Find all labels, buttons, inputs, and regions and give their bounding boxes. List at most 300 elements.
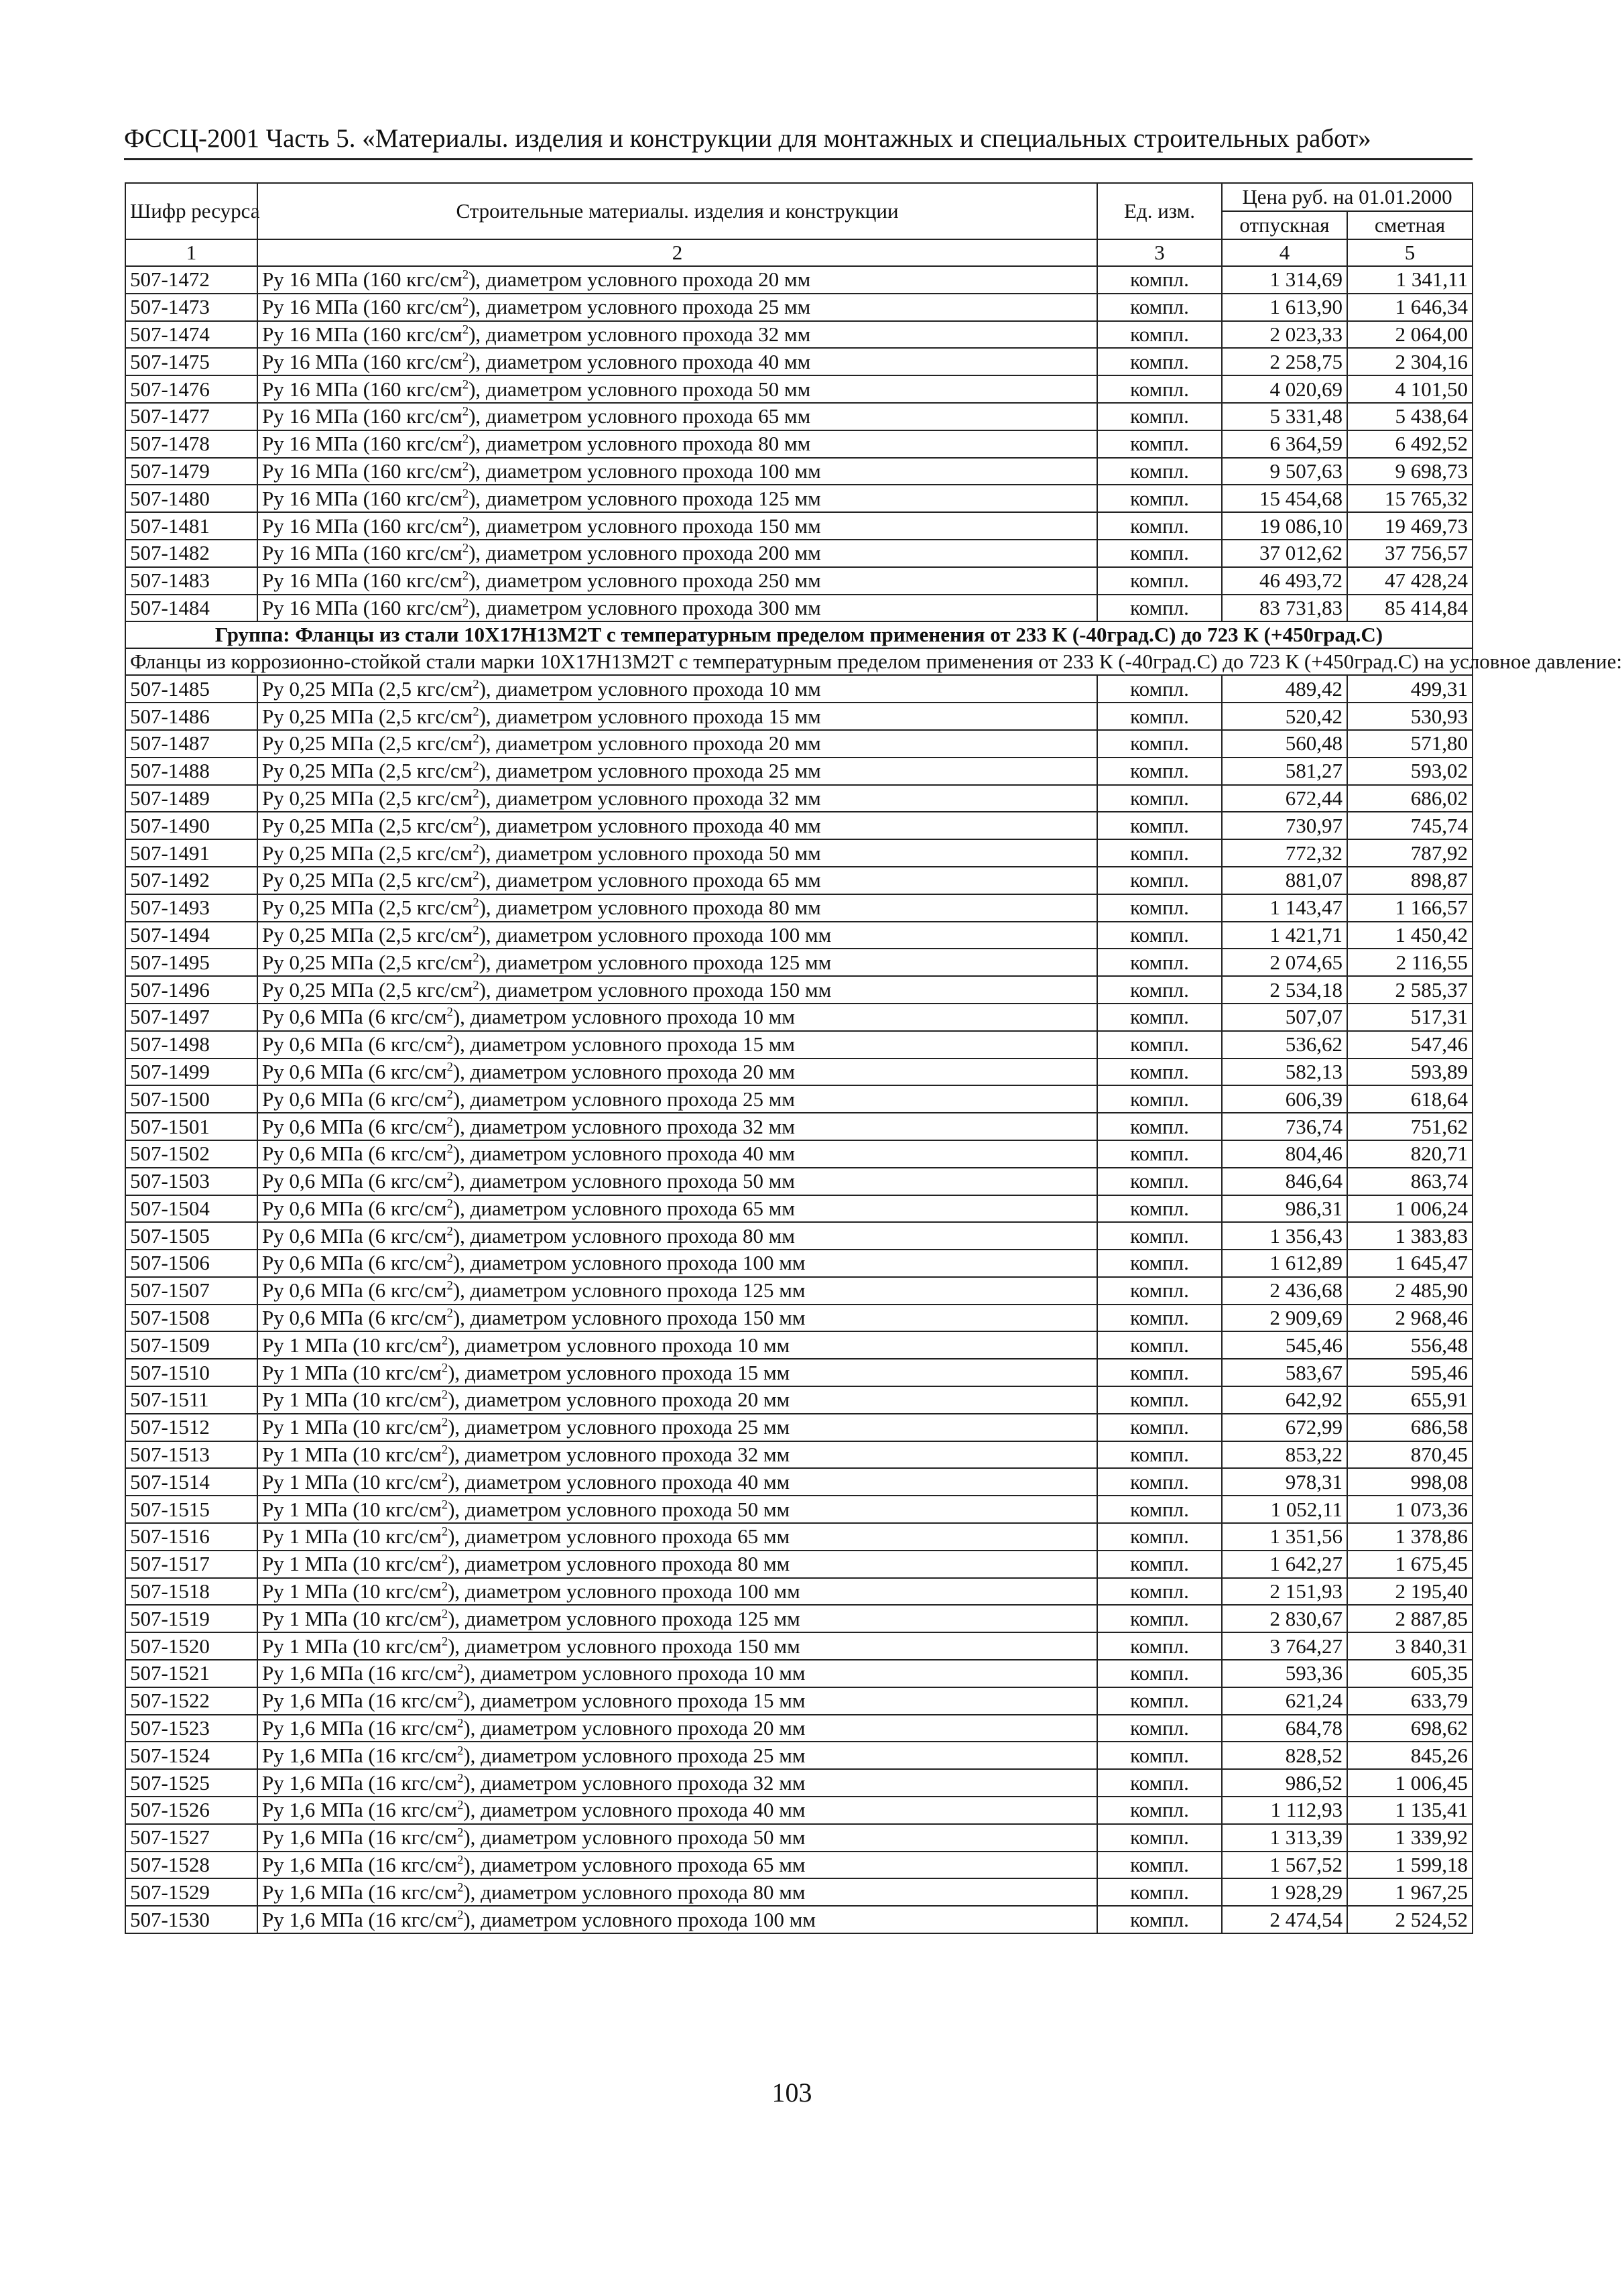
description-suffix: ), диаметром условного прохода 80 мм [452, 1223, 796, 1248]
description-prefix: Ру 1 МПа (10 кгс/см [262, 1552, 442, 1576]
estimate-price: 1 646,34 [1347, 294, 1473, 321]
description-prefix: Ру 1 МПа (10 кгс/см [262, 1388, 442, 1412]
description-prefix: Ру 16 МПа (160 кгс/см [262, 541, 462, 565]
estimate-price: 1 339,92 [1347, 1824, 1473, 1852]
release-price: 536,62 [1222, 1031, 1347, 1059]
superscript-2: 2 [473, 786, 479, 801]
resource-code: 507-1520 [125, 1632, 257, 1660]
description-suffix: ), диаметром условного прохода 50 мм [469, 377, 811, 401]
description-suffix: ), диаметром условного прохода 200 мм [469, 541, 821, 565]
release-price: 736,74 [1222, 1113, 1347, 1140]
release-price: 1 313,39 [1222, 1824, 1347, 1852]
material-description [257, 1414, 1097, 1441]
superscript-2: 2 [462, 405, 469, 420]
description-prefix: Ру 0,6 МПа (6 кгс/см [262, 1251, 447, 1275]
description-suffix: ), диаметром условного прохода 50 мм [448, 1497, 790, 1521]
unit: компл. [1097, 675, 1222, 703]
description-suffix: ), диаметром условного прохода 65 мм [469, 404, 811, 428]
table-row [125, 1605, 1473, 1632]
material-description [257, 1468, 1097, 1496]
description-prefix: Ру 0,25 МПа (2,5 кгс/см [262, 676, 473, 701]
unit: компл. [1097, 1277, 1222, 1305]
estimate-price: 845,26 [1347, 1742, 1473, 1769]
material-description [257, 1906, 1097, 1933]
unit: компл. [1097, 430, 1222, 458]
unit: компл. [1097, 1140, 1222, 1168]
table-row [125, 1906, 1473, 1933]
page-number: 103 [771, 2077, 812, 2108]
unit: компл. [1097, 1004, 1222, 1031]
resource-code: 507-1513 [125, 1441, 257, 1469]
estimate-price: 2 485,90 [1347, 1277, 1473, 1305]
release-price: 672,99 [1222, 1414, 1347, 1441]
table-header-row [125, 183, 1473, 211]
description-prefix: Ру 0,6 МПа (6 кгс/см [262, 1169, 447, 1193]
resource-code: 507-1490 [125, 812, 257, 839]
table-row [125, 1824, 1473, 1852]
table-row [125, 703, 1473, 730]
description-suffix: ), диаметром условного прохода 100 мм [452, 1251, 806, 1275]
description-suffix: ), диаметром условного прохода 150 мм [452, 1306, 806, 1330]
description-suffix: ), диаметром условного прохода 80 мм [463, 1880, 806, 1904]
material-description [257, 430, 1097, 458]
description-prefix: Ру 1,6 МПа (16 кгс/см [262, 1853, 458, 1877]
estimate-price: 655,91 [1347, 1386, 1473, 1414]
description-suffix: ), диаметром условного прохода 80 мм [469, 432, 811, 456]
unit: компл. [1097, 1742, 1222, 1769]
group-title: Группа: Фланцы из стали 10Х17Н13М2Т с температурным пределом применения от 233 К (-40град.С) до 723 К (+450град.С) [125, 621, 1473, 648]
table-row [125, 1250, 1473, 1277]
estimate-price: 1 166,57 [1347, 894, 1473, 922]
superscript-2: 2 [446, 1197, 453, 1211]
estimate-price: 686,02 [1347, 785, 1473, 812]
material-description [257, 1578, 1097, 1606]
estimate-price: 2 968,46 [1347, 1305, 1473, 1332]
description-suffix: ), диаметром условного прохода 32 мм [469, 322, 811, 346]
superscript-2: 2 [457, 1853, 464, 1868]
release-price: 1 351,56 [1222, 1523, 1347, 1551]
superscript-2: 2 [462, 377, 469, 392]
description-suffix: ), диаметром условного прохода 20 мм [452, 1059, 796, 1083]
description-prefix: Ру 16 МПа (160 кгс/см [262, 377, 462, 401]
price-table [125, 182, 1622, 1934]
unit: компл. [1097, 348, 1222, 375]
estimate-price: 998,08 [1347, 1468, 1473, 1496]
material-description [257, 1250, 1097, 1277]
superscript-2: 2 [441, 1498, 448, 1512]
estimate-price: 4 101,50 [1347, 375, 1473, 403]
superscript-2: 2 [441, 1333, 448, 1348]
material-description [257, 839, 1097, 867]
description-suffix: ), диаметром условного прохода 40 мм [463, 1798, 806, 1822]
material-description [257, 1140, 1097, 1168]
superscript-2: 2 [441, 1552, 448, 1567]
superscript-2: 2 [446, 1032, 453, 1047]
superscript-2: 2 [473, 869, 479, 883]
unit: компл. [1097, 1359, 1222, 1386]
superscript-2: 2 [446, 1224, 453, 1239]
release-price: 1 642,27 [1222, 1551, 1347, 1578]
release-price: 489,42 [1222, 675, 1347, 703]
release-price: 1 613,90 [1222, 294, 1347, 321]
estimate-price: 1 450,42 [1347, 922, 1473, 949]
material-description [257, 540, 1097, 567]
description-suffix: ), диаметром условного прохода 150 мм [448, 1634, 800, 1658]
column-index: 3 [1097, 239, 1222, 266]
release-price: 684,78 [1222, 1715, 1347, 1742]
resource-code: 507-1472 [125, 266, 257, 294]
superscript-2: 2 [446, 1087, 453, 1102]
description-prefix: Ру 16 МПа (160 кгс/см [262, 322, 462, 346]
estimate-price: 863,74 [1347, 1168, 1473, 1195]
resource-code: 507-1481 [125, 512, 257, 540]
description-prefix: Ру 1 МПа (10 кгс/см [262, 1497, 442, 1521]
resource-code: 507-1494 [125, 922, 257, 949]
release-price: 846,64 [1222, 1168, 1347, 1195]
resource-code: 507-1503 [125, 1168, 257, 1195]
superscript-2: 2 [446, 1005, 453, 1020]
superscript-2: 2 [441, 1415, 448, 1430]
material-description [257, 1386, 1097, 1414]
superscript-2: 2 [446, 1060, 453, 1075]
estimate-price: 870,45 [1347, 1441, 1473, 1469]
unit: компл. [1097, 949, 1222, 976]
unit: компл. [1097, 703, 1222, 730]
description-prefix: Ру 1,6 МПа (16 кгс/см [262, 1661, 458, 1685]
resource-code: 507-1527 [125, 1824, 257, 1852]
col-header-price: Цена руб. на 01.01.2000 [1222, 183, 1473, 211]
description-suffix: ), диаметром условного прохода 65 мм [463, 1853, 806, 1877]
release-price: 15 454,68 [1222, 485, 1347, 512]
description-prefix: Ру 16 МПа (160 кгс/см [262, 513, 462, 538]
resource-code: 507-1524 [125, 1742, 257, 1769]
estimate-price: 15 765,32 [1347, 485, 1473, 512]
description-suffix: ), диаметром условного прохода 10 мм [452, 1005, 796, 1029]
unit: компл. [1097, 1578, 1222, 1606]
release-price: 804,46 [1222, 1140, 1347, 1168]
superscript-2: 2 [457, 1689, 464, 1703]
resource-code: 507-1493 [125, 894, 257, 922]
description-prefix: Ру 16 МПа (160 кгс/см [262, 404, 462, 428]
table-row [125, 867, 1473, 894]
group-title-row [125, 621, 1473, 648]
superscript-2: 2 [473, 759, 479, 774]
superscript-2: 2 [462, 542, 469, 556]
estimate-price: 1 383,83 [1347, 1222, 1473, 1250]
unit: компл. [1097, 1305, 1222, 1332]
estimate-price: 1 599,18 [1347, 1852, 1473, 1879]
resource-code: 507-1485 [125, 675, 257, 703]
superscript-2: 2 [457, 1908, 464, 1923]
table-row [125, 675, 1473, 703]
table-row [125, 1222, 1473, 1250]
material-description [257, 1852, 1097, 1879]
superscript-2: 2 [462, 487, 469, 501]
description-prefix: Ру 1,6 МПа (16 кгс/см [262, 1770, 458, 1795]
unit: компл. [1097, 1441, 1222, 1469]
release-price: 4 020,69 [1222, 375, 1347, 403]
release-price: 583,67 [1222, 1359, 1347, 1386]
material-description [257, 1824, 1097, 1852]
resource-code: 507-1487 [125, 730, 257, 758]
table-row [125, 812, 1473, 839]
resource-code: 507-1519 [125, 1605, 257, 1632]
description-suffix: ), диаметром условного прохода 40 мм [452, 1142, 796, 1166]
material-description [257, 758, 1097, 785]
resource-code: 507-1509 [125, 1331, 257, 1359]
col-header-code: Шифр ресурса [125, 183, 257, 239]
release-price: 986,52 [1222, 1769, 1347, 1797]
release-price: 1 112,93 [1222, 1797, 1347, 1824]
superscript-2: 2 [441, 1443, 448, 1457]
description-suffix: ), диаметром условного прохода 100 мм [469, 459, 821, 483]
table-row [125, 403, 1473, 430]
release-price: 828,52 [1222, 1742, 1347, 1769]
unit: компл. [1097, 567, 1222, 595]
material-description [257, 1004, 1097, 1031]
material-description [257, 1195, 1097, 1223]
description-prefix: Ру 1,6 МПа (16 кгс/см [262, 1743, 458, 1767]
description-suffix: ), диаметром условного прохода 20 мм [448, 1388, 790, 1412]
description-suffix: ), диаметром условного прохода 20 мм [469, 267, 811, 292]
material-description [257, 1031, 1097, 1059]
resource-code: 507-1514 [125, 1468, 257, 1496]
description-suffix: ), диаметром условного прохода 125 мм [448, 1606, 800, 1630]
material-description [257, 1715, 1097, 1742]
table-row [125, 348, 1473, 375]
material-description [257, 785, 1097, 812]
estimate-price: 1 378,86 [1347, 1523, 1473, 1551]
description-prefix: Ру 1 МПа (10 кгс/см [262, 1606, 442, 1630]
release-price: 730,97 [1222, 812, 1347, 839]
resource-code: 507-1529 [125, 1878, 257, 1906]
estimate-price: 19 469,73 [1347, 512, 1473, 540]
description-suffix: ), диаметром условного прохода 65 мм [479, 868, 821, 892]
superscript-2: 2 [462, 350, 469, 365]
table-row [125, 785, 1473, 812]
material-description [257, 294, 1097, 321]
superscript-2: 2 [457, 1799, 464, 1813]
superscript-2: 2 [462, 568, 469, 583]
release-price: 881,07 [1222, 867, 1347, 894]
estimate-price: 1 967,25 [1347, 1878, 1473, 1906]
estimate-price: 1 006,45 [1347, 1769, 1473, 1797]
resource-code: 507-1483 [125, 567, 257, 595]
superscript-2: 2 [473, 978, 479, 993]
release-price: 6 364,59 [1222, 430, 1347, 458]
description-prefix: Ру 1 МПа (10 кгс/см [262, 1524, 442, 1549]
description-suffix: ), диаметром условного прохода 100 мм [463, 1907, 816, 1931]
resource-code: 507-1477 [125, 403, 257, 430]
description-suffix: ), диаметром условного прохода 65 мм [448, 1524, 790, 1549]
material-description [257, 1742, 1097, 1769]
description-prefix: Ру 1 МПа (10 кгс/см [262, 1634, 442, 1658]
table-row [125, 758, 1473, 785]
superscript-2: 2 [473, 705, 479, 719]
estimate-price: 1 073,36 [1347, 1496, 1473, 1523]
release-price: 3 764,27 [1222, 1632, 1347, 1660]
release-price: 19 086,10 [1222, 512, 1347, 540]
description-prefix: Ру 1 МПа (10 кгс/см [262, 1469, 442, 1494]
material-description [257, 949, 1097, 976]
table-row [125, 1878, 1473, 1906]
table-row [125, 1359, 1473, 1386]
group-description: Фланцы из коррозионно-стойкой стали марки 10Х17Н13М2Т с температурным пределом применения от 233 К (-40град.С) до 723 К (+450град.С) на условное давление: [125, 648, 1473, 675]
material-description [257, 595, 1097, 622]
description-suffix: ), диаметром условного прохода 150 мм [479, 977, 832, 1002]
unit: компл. [1097, 922, 1222, 949]
table-row [125, 976, 1473, 1004]
table-row [125, 1660, 1473, 1687]
estimate-price: 1 135,41 [1347, 1797, 1473, 1824]
description-suffix: ), диаметром условного прохода 15 мм [463, 1689, 806, 1713]
unit: компл. [1097, 812, 1222, 839]
unit: компл. [1097, 1551, 1222, 1578]
unit: компл. [1097, 375, 1222, 403]
description-prefix: Ру 1,6 МПа (16 кгс/см [262, 1689, 458, 1713]
superscript-2: 2 [446, 1169, 453, 1184]
material-description [257, 567, 1097, 595]
estimate-price: 530,93 [1347, 703, 1473, 730]
superscript-2: 2 [446, 1278, 453, 1293]
estimate-price: 37 756,57 [1347, 540, 1473, 567]
superscript-2: 2 [462, 459, 469, 474]
description-suffix: ), диаметром условного прохода 32 мм [463, 1770, 806, 1795]
material-description [257, 1523, 1097, 1551]
estimate-price: 3 840,31 [1347, 1632, 1473, 1660]
material-description [257, 321, 1097, 349]
table-row [125, 321, 1473, 349]
unit: компл. [1097, 1906, 1222, 1933]
estimate-price: 547,46 [1347, 1031, 1473, 1059]
description-suffix: ), диаметром условного прохода 150 мм [469, 513, 821, 538]
release-price: 1 314,69 [1222, 266, 1347, 294]
description-prefix: Ру 1,6 МПа (16 кгс/см [262, 1716, 458, 1740]
material-description [257, 1797, 1097, 1824]
unit: компл. [1097, 1769, 1222, 1797]
release-price: 581,27 [1222, 758, 1347, 785]
release-price: 582,13 [1222, 1059, 1347, 1086]
resource-code: 507-1505 [125, 1222, 257, 1250]
estimate-price: 745,74 [1347, 812, 1473, 839]
superscript-2: 2 [457, 1771, 464, 1786]
release-price: 772,32 [1222, 839, 1347, 867]
table-row [125, 1305, 1473, 1332]
release-price: 2 074,65 [1222, 949, 1347, 976]
table-row [125, 458, 1473, 485]
material-description [257, 1359, 1097, 1386]
unit: компл. [1097, 512, 1222, 540]
unit: компл. [1097, 1660, 1222, 1687]
superscript-2: 2 [473, 841, 479, 856]
material-description [257, 1059, 1097, 1086]
unit: компл. [1097, 321, 1222, 349]
release-price: 545,46 [1222, 1331, 1347, 1359]
description-suffix: ), диаметром условного прохода 50 мм [479, 841, 821, 865]
superscript-2: 2 [473, 923, 479, 938]
unit: компл. [1097, 1605, 1222, 1632]
description-prefix: Ру 0,6 МПа (6 кгс/см [262, 1196, 447, 1220]
release-price: 2 258,75 [1222, 348, 1347, 375]
table-row [125, 595, 1473, 622]
description-prefix: Ру 0,6 МПа (6 кгс/см [262, 1223, 447, 1248]
release-price: 520,42 [1222, 703, 1347, 730]
resource-code: 507-1506 [125, 1250, 257, 1277]
description-prefix: Ру 0,25 МПа (2,5 кгс/см [262, 922, 473, 947]
unit: компл. [1097, 1632, 1222, 1660]
description-prefix: Ру 0,25 МПа (2,5 кгс/см [262, 731, 473, 756]
superscript-2: 2 [457, 1744, 464, 1758]
superscript-2: 2 [441, 1607, 448, 1622]
material-description [257, 1496, 1097, 1523]
release-price: 1 567,52 [1222, 1852, 1347, 1879]
material-description [257, 730, 1097, 758]
unit: компл. [1097, 1085, 1222, 1113]
resource-code: 507-1508 [125, 1305, 257, 1332]
description-prefix: Ру 0,25 МПа (2,5 кгс/см [262, 704, 473, 728]
material-description [257, 1222, 1097, 1250]
table-row [125, 730, 1473, 758]
description-prefix: Ру 0,6 МПа (6 кгс/см [262, 1059, 447, 1083]
material-description [257, 1660, 1097, 1687]
description-prefix: Ру 0,25 МПа (2,5 кгс/см [262, 813, 473, 837]
superscript-2: 2 [441, 1361, 448, 1376]
table-row [125, 1195, 1473, 1223]
material-description [257, 812, 1097, 839]
unit: компл. [1097, 785, 1222, 812]
description-suffix: ), диаметром условного прохода 25 мм [463, 1743, 806, 1767]
release-price: 2 909,69 [1222, 1305, 1347, 1332]
group-description-row [125, 648, 1473, 675]
estimate-price: 556,48 [1347, 1331, 1473, 1359]
superscript-2: 2 [462, 514, 469, 529]
resource-code: 507-1522 [125, 1687, 257, 1715]
description-prefix: Ру 0,25 МПа (2,5 кгс/см [262, 896, 473, 920]
description-suffix: ), диаметром условного прохода 20 мм [479, 731, 821, 756]
description-suffix: ), диаметром условного прохода 32 мм [448, 1443, 790, 1467]
description-prefix: Ру 0,6 МПа (6 кгс/см [262, 1278, 447, 1303]
description-suffix: ), диаметром условного прохода 125 мм [452, 1278, 806, 1303]
superscript-2: 2 [446, 1252, 453, 1266]
table-row [125, 894, 1473, 922]
release-price: 1 052,11 [1222, 1496, 1347, 1523]
release-price: 1 143,47 [1222, 894, 1347, 922]
superscript-2: 2 [441, 1525, 448, 1540]
table-row [125, 1059, 1473, 1086]
material-description [257, 703, 1097, 730]
superscript-2: 2 [457, 1716, 464, 1731]
table-row [125, 1715, 1473, 1742]
material-description [257, 1878, 1097, 1906]
superscript-2: 2 [462, 268, 469, 283]
col-header-release: отпускная [1222, 211, 1347, 239]
unit: компл. [1097, 266, 1222, 294]
table-row [125, 1085, 1473, 1113]
description-prefix: Ру 1 МПа (10 кгс/см [262, 1333, 442, 1357]
unit: компл. [1097, 1687, 1222, 1715]
resource-code: 507-1502 [125, 1140, 257, 1168]
table-row [125, 1687, 1473, 1715]
table-row [125, 1004, 1473, 1031]
column-index: 2 [257, 239, 1097, 266]
table-row [125, 1852, 1473, 1879]
table-row [125, 1031, 1473, 1059]
release-price: 507,07 [1222, 1004, 1347, 1031]
resource-code: 507-1511 [125, 1386, 257, 1414]
superscript-2: 2 [457, 1825, 464, 1840]
description-suffix: ), диаметром условного прохода 125 мм [479, 950, 832, 974]
estimate-price: 595,46 [1347, 1359, 1473, 1386]
